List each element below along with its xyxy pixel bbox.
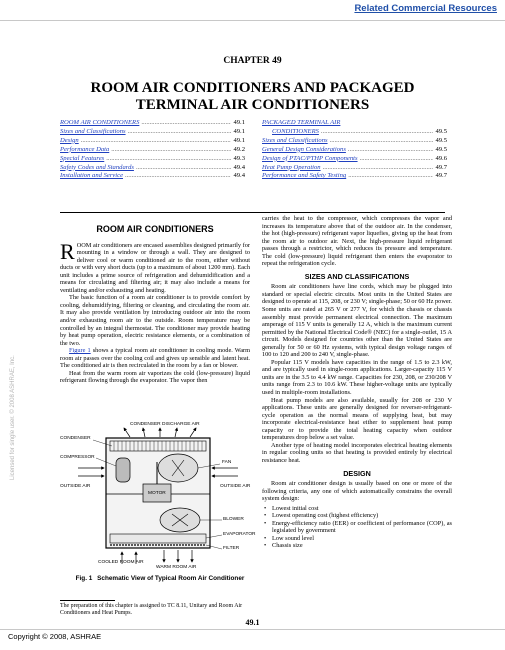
license-watermark — [10, 240, 30, 480]
chapter-title-line-2: TERMINAL AIR CONDITIONERS — [135, 97, 370, 113]
toc-leader — [141, 119, 231, 128]
label-condenser: CONDENSER — [60, 436, 91, 441]
figure-1-schematic — [60, 422, 260, 572]
toc-entry[interactable] — [60, 119, 245, 128]
label-filter: FILTER — [223, 546, 240, 551]
toc-page: 49.6 — [435, 154, 447, 162]
compressor — [116, 458, 130, 482]
label-condenser-discharge-air: CONDENSER DISCHARGE AIR — [130, 422, 200, 427]
label-evaporator: EVAPORATOR — [223, 532, 256, 537]
toc-divider — [60, 212, 445, 213]
label-outside-air-right: OUTSIDE AIR — [220, 484, 251, 489]
toc-page: 49.5 — [435, 136, 447, 144]
label-blower: BLOWER — [223, 517, 244, 522]
label-warm-room-air: WARM ROOM AIR — [156, 565, 197, 570]
toc-entry[interactable] — [262, 128, 447, 137]
label-outside-air-left: OUTSIDE AIR — [60, 484, 91, 489]
toc-entry[interactable] — [262, 119, 447, 128]
toc-entry[interactable] — [262, 155, 447, 164]
watermark-text: Licensed for single user. © 2008 ASHRAE, Inc. — [10, 355, 16, 480]
footnote-divider — [60, 600, 115, 601]
toc-page: 49.4 — [233, 163, 245, 171]
right-column — [262, 215, 452, 550]
body-paragraph: Room air conditioners have line cords, which may be plugged into standard or special electric circuits. Most units in the United States are designed to operate at 115, 208, or 230 V; single-phase; 50 or 60 Hz power. Some units are rated at 265 V or 277 V, for which the chassis or chassis assembly must provide permanent electrical connection. The maximum amperage of 115 V units is generally 12 A, which is the maximum current permitted by the National Electrical Code® (NEC) for a single-outlet, 15 A circuit. Models designed for countries other than the United States are generally for 50 or 60 Hz systems, with typical design voltage ranges of 100 to 120 and 200 to 240 V, single-phase. — [262, 283, 452, 359]
toc-page: 49.2 — [233, 145, 245, 153]
label-motor: MOTOR — [148, 491, 166, 496]
intro-paragraph — [60, 238, 250, 295]
body-paragraph: Another type of heating model incorporates electrical heating elements in regular cooling units so that heating is provided entirely by electrical resistance heat. — [262, 441, 452, 464]
toc-entry[interactable] — [262, 137, 447, 146]
toc-leader — [360, 155, 434, 164]
toc-link[interactable]: Sizes and Classifications — [60, 127, 126, 135]
list-item: • Chassis size — [272, 542, 452, 550]
toc-entry[interactable] — [262, 172, 447, 181]
chapter-title — [0, 80, 505, 114]
toc-link[interactable]: General Design Considerations — [262, 145, 346, 153]
list-item: • Lowest initial cost — [272, 505, 452, 513]
body-paragraph: Room air conditioner design is usually based on one or more of the following criteria, any one of which automatically constrains the overall system design: — [262, 480, 452, 503]
toc-link[interactable]: CONDITIONERS — [272, 127, 319, 135]
body-paragraph — [60, 347, 250, 370]
label-fan: FAN — [222, 460, 232, 465]
copyright-notice: Copyright © 2008, ASHRAE — [8, 632, 102, 641]
body-paragraph: Heat pump models are also available, usually for 208 or 230 V applications. These units are generally designed for reverser-refrigerant-cycle operation as the normal means of supplying heat, but may incorporate electrical-resistance heat either to supplement heat pump capacity or to provide the total heating capacity when outdoor temperatures drop below a set value. — [262, 396, 452, 442]
page-number: 49.1 — [245, 618, 260, 627]
toc-link[interactable]: Sizes and Classifications — [262, 136, 328, 144]
toc-leader — [330, 137, 434, 146]
figure-title: Schematic View of Typical Room Air Conditioner — [97, 575, 245, 582]
label-compressor: COMPRESSOR — [60, 455, 95, 460]
section-heading-room-ac: ROOM AIR CONDITIONERS — [96, 224, 214, 234]
toc-page: 49.4 — [233, 172, 245, 180]
toc-link[interactable]: Installation and Service — [60, 172, 123, 180]
toc-link[interactable]: Special Features — [60, 154, 105, 162]
toc-page: 49.7 — [435, 172, 447, 180]
toc-link[interactable]: Design of PTAC/PTHP Components — [262, 154, 358, 162]
design-criteria-list — [262, 505, 452, 550]
paragraph-text: shows a typical room air conditioner in cooling mode. Warm room air passes over the cooling coil and gives up sensible and latent heat. The conditioned air is then recirculated in the room by a fan or blower. — [60, 347, 250, 370]
list-item: • Lowest operating cost (highest efficiency) — [272, 512, 452, 520]
toc-leader — [125, 172, 231, 181]
toc-link[interactable]: Heat Pump Operation — [262, 163, 321, 171]
toc-leader — [321, 128, 434, 137]
toc-link[interactable]: Performance and Safety Testing — [262, 172, 347, 180]
list-item: • Energy-efficiency ratio (EER) or coefficient of performance (COP), as legislated by government — [272, 520, 452, 535]
toc-entry[interactable] — [60, 172, 245, 181]
figure-1-link[interactable]: Figure 1 — [69, 347, 91, 355]
toc-leader — [136, 164, 232, 173]
toc-page: 49.7 — [435, 163, 447, 171]
intro-text: OOM air conditioners are encased assemblies designed primarily for mounting in a window or through a wall. They are designed to deliver cool or warm conditioned air to the room, either without ducts or with very short ducts (up to a maximum of about 1200 mm). Each unit includes a prime source of refrigeration and dehumidification and a means for circulating and filtering air; it may also include a means for ventilating and/or exhausting and heating. — [60, 241, 250, 294]
toc-page: 49.3 — [233, 154, 245, 162]
body-paragraph: Popular 115 V models have capacities in the range of 1.5 to 2.3 kW, and are typically used in single-room applications. Larger-capacity 115 V units are in the 3.5 to 4.4 kW range. Capacities for 230, 208, or 230/208 V units range from 2.3 to 10.6 kW. These higher-voltage units are typically used in multiple-room installations. — [262, 358, 452, 397]
figure-number: Fig. 1 — [75, 575, 93, 582]
toc-entry[interactable] — [60, 155, 245, 164]
related-resources-link[interactable]: Related Commercial Resources — [354, 3, 497, 14]
toc-entry[interactable] — [60, 128, 245, 137]
toc-leader — [81, 137, 232, 146]
footnote: The preparation of this chapter is assigned to TC 8.11, Unitary and Room Air Conditioners and Heat Pumps. — [60, 603, 243, 616]
toc-leader — [128, 128, 232, 137]
list-item: • Low sound level — [272, 535, 452, 543]
label-cooled-room-air: COOLED ROOM AIR — [98, 560, 144, 565]
toc-left — [60, 119, 245, 181]
toc-entry[interactable] — [262, 164, 447, 173]
toc-right — [262, 119, 447, 181]
toc-entry[interactable] — [60, 164, 245, 173]
toc-page: 49.5 — [435, 145, 447, 153]
toc-entry[interactable] — [60, 146, 245, 155]
bottom-bar — [0, 629, 505, 630]
toc-leader — [348, 172, 433, 181]
toc-page: 49.5 — [435, 127, 447, 135]
drop-cap: R — [60, 238, 75, 264]
toc-page: 49.1 — [233, 136, 245, 144]
figure-caption — [60, 575, 260, 582]
evaporator-coil — [110, 534, 206, 543]
toc-entry[interactable] — [262, 146, 447, 155]
toc-link[interactable]: PACKAGED TERMINAL AIR — [262, 119, 341, 126]
section-heading-sizes: SIZES AND CLASSIFICATIONS — [304, 271, 410, 281]
toc-link[interactable]: Design — [60, 136, 79, 144]
toc-link[interactable]: ROOM AIR CONDITIONERS — [60, 119, 140, 126]
toc-page: 49.1 — [233, 127, 245, 135]
toc-link[interactable]: Safety Codes and Standards — [60, 163, 134, 171]
body-paragraph: carries the heat to the compressor, which compresses the vapor and increases its temperature above that of the outdoor air. In the condenser, the hot (high-pressure) refrigerant vapor liquefies, giving up the heat from the room air to outdoor air. Next, the high-pressure liquid refrigerant passes through a restrictor, which reduces its pressure and temperature. The cold (low-pressure) liquid refrigerant then enters the evaporator to repeat the refrigeration cycle. — [262, 215, 452, 268]
toc-leader — [323, 164, 434, 173]
toc-page: 49.1 — [233, 119, 245, 126]
toc-entry[interactable] — [60, 137, 245, 146]
toc-leader — [111, 146, 231, 155]
toc-leader — [348, 146, 434, 155]
section-heading-design: DESIGN — [343, 468, 371, 478]
chapter-label: CHAPTER 49 — [223, 56, 282, 66]
left-column — [60, 226, 250, 385]
chapter-title-line-1: ROOM AIR CONDITIONERS AND PACKAGED — [90, 80, 415, 96]
toc-link[interactable]: Performance Data — [60, 145, 110, 153]
body-paragraph: The basic function of a room air conditioner is to provide comfort by cooling, dehumidifying, filtering or cleaning, and circulating the room air. It may also provide ventilation by introducing outdoor air into the room and/or exhausting room air to the outside. Room temperature may be controlled by an integral thermostat. The conditioner may provide heating by heat pump operation, electric resistance elements, or a combination of the two. — [60, 294, 250, 347]
toc-leader — [106, 155, 231, 164]
body-paragraph: Heat from the warm room air vaporizes the cold (low-pressure) liquid refrigerant flowing through the evaporator. The vapor then — [60, 369, 250, 385]
